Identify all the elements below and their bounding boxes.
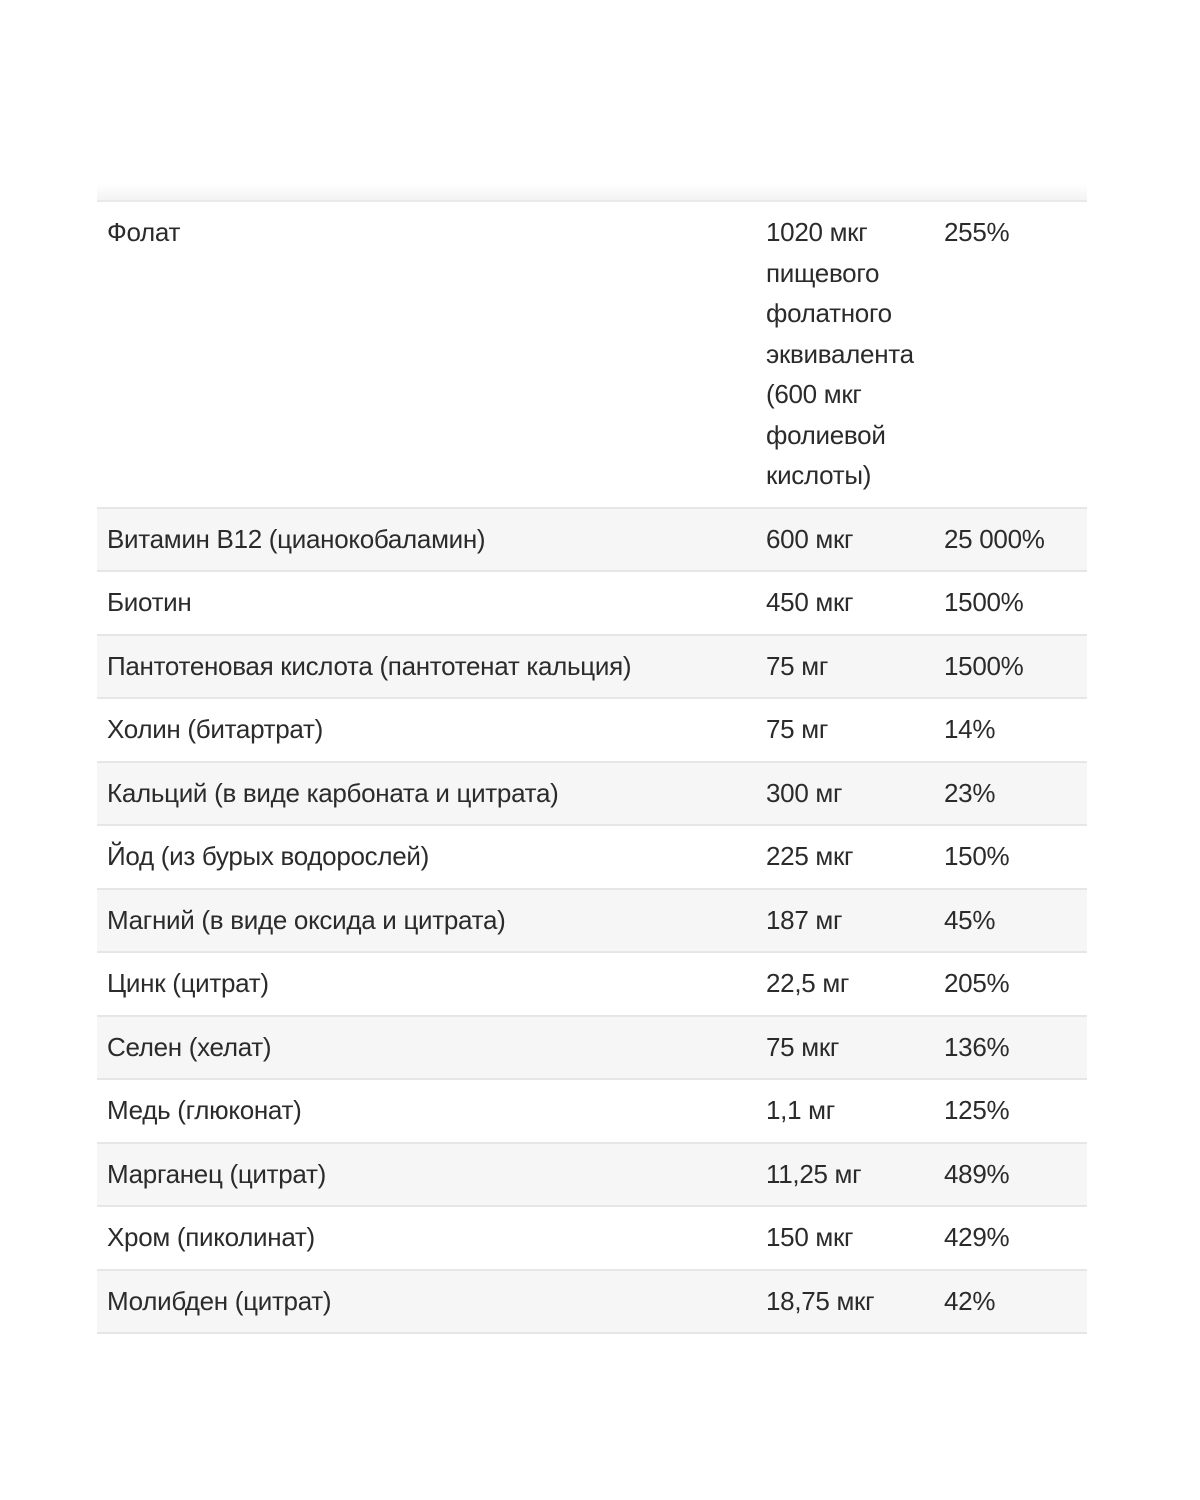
nutrient-daily-percent: 255% (940, 202, 1087, 508)
nutrient-daily-percent: 45% (940, 889, 1087, 953)
nutrient-daily-percent: 14% (940, 698, 1087, 762)
nutrient-daily-percent: 25 000% (940, 508, 1087, 572)
nutrient-daily-percent: 42% (940, 1270, 1087, 1334)
nutrient-daily-percent: 150% (940, 825, 1087, 889)
nutrient-amount: 225 мкг (756, 825, 940, 889)
table-row (97, 1206, 1087, 1270)
table-row (97, 202, 1087, 508)
nutrient-daily-percent: 125% (940, 1079, 1087, 1143)
nutrient-table (97, 202, 1087, 1334)
table-row (97, 952, 1087, 1016)
nutrient-amount: 11,25 мг (756, 1143, 940, 1207)
nutrient-name: Марганец (цитрат) (97, 1143, 756, 1207)
nutrient-daily-percent: 136% (940, 1016, 1087, 1080)
table-row (97, 508, 1087, 572)
nutrient-daily-percent: 1500% (940, 635, 1087, 699)
nutrient-amount: 187 мг (756, 889, 940, 953)
table-row (97, 1143, 1087, 1207)
nutrient-name: Пантотеновая кислота (пантотенат кальция) (97, 635, 756, 699)
nutrient-name: Медь (глюконат) (97, 1079, 756, 1143)
nutrient-amount: 22,5 мг (756, 952, 940, 1016)
nutrient-daily-percent: 1500% (940, 571, 1087, 635)
nutrient-amount: 1,1 мг (756, 1079, 940, 1143)
nutrient-amount: 75 мг (756, 635, 940, 699)
nutrient-daily-percent: 23% (940, 762, 1087, 826)
nutrient-amount: 450 мкг (756, 571, 940, 635)
nutrient-amount: 600 мкг (756, 508, 940, 572)
table-row (97, 1016, 1087, 1080)
nutrient-name: Йод (из бурых водорослей) (97, 825, 756, 889)
table-row (97, 635, 1087, 699)
table-row (97, 1079, 1087, 1143)
nutrient-name: Витамин B12 (цианокобаламин) (97, 508, 756, 572)
nutrient-name: Цинк (цитрат) (97, 952, 756, 1016)
nutrient-amount: 75 мкг (756, 1016, 940, 1080)
nutrient-daily-percent: 489% (940, 1143, 1087, 1207)
nutrient-amount: 300 мг (756, 762, 940, 826)
table-top-divider (97, 184, 1087, 202)
nutrient-name: Хром (пиколинат) (97, 1206, 756, 1270)
nutrient-name: Кальций (в виде карбоната и цитрата) (97, 762, 756, 826)
table-row (97, 762, 1087, 826)
table-row (97, 698, 1087, 762)
nutrient-amount: 150 мкг (756, 1206, 940, 1270)
table-row (97, 1270, 1087, 1334)
nutrient-name: Холин (битартрат) (97, 698, 756, 762)
nutrient-name: Молибден (цитрат) (97, 1270, 756, 1334)
nutrient-amount: 75 мг (756, 698, 940, 762)
nutrient-daily-percent: 205% (940, 952, 1087, 1016)
nutrient-name: Селен (хелат) (97, 1016, 756, 1080)
table-row (97, 571, 1087, 635)
nutrient-table-container (97, 184, 1087, 1334)
nutrient-table-body (97, 202, 1087, 1333)
table-row (97, 889, 1087, 953)
nutrient-name: Биотин (97, 571, 756, 635)
nutrient-name: Фолат (97, 202, 756, 508)
table-row (97, 825, 1087, 889)
nutrient-amount (756, 202, 940, 508)
nutrient-name: Магний (в виде оксида и цитрата) (97, 889, 756, 953)
nutrient-amount: 18,75 мкг (756, 1270, 940, 1334)
nutrient-daily-percent: 429% (940, 1206, 1087, 1270)
nutrient-amount-text: 1020 мкг пищевого фолатного эквивалента (600 мкг фолиевой кислоты) (766, 217, 914, 490)
